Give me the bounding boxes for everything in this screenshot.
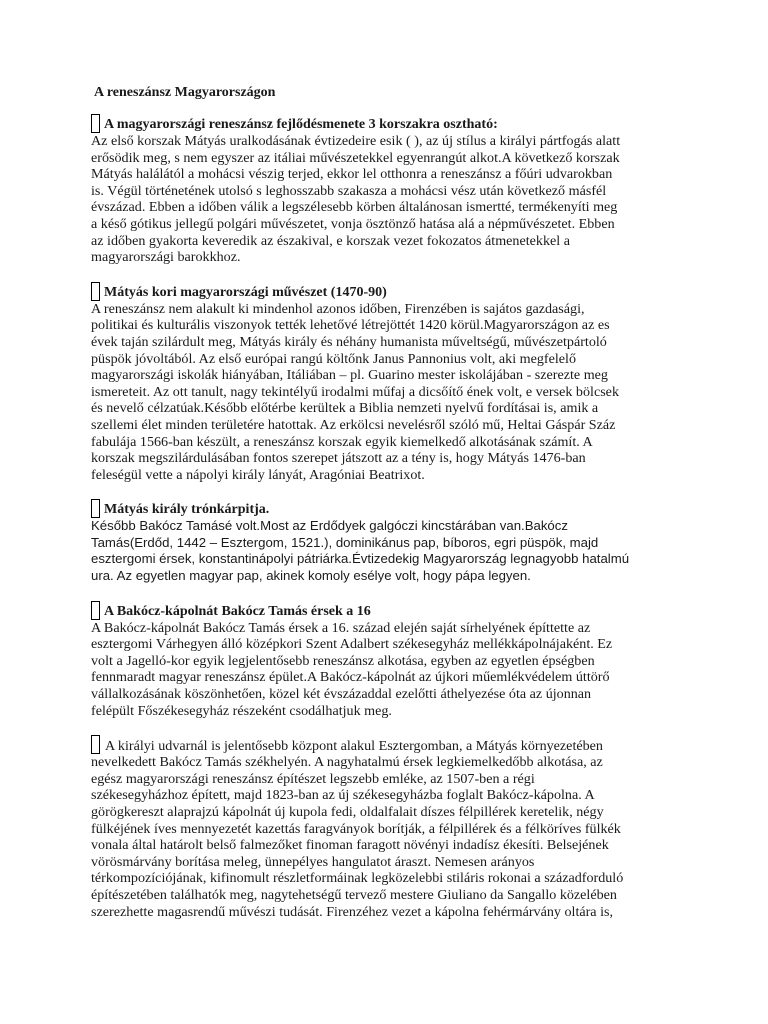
text-line: szerezhette magasrendű művészi tudását. Firenzéhez vezet a kápolna fehérmárvány oltára is, <box>91 903 614 920</box>
text-line: Az első korszak Mátyás uralkodásának évtizedeire esik ( ), az új stílus a királyi pártfogás alatt <box>91 133 621 149</box>
text-line: A reneszánsz nem alakult ki mindenhol azonos időben, Firenzében is sajátos gazdasági, <box>91 300 585 317</box>
text-line: püspök jóvoltából. Az első európai rangú költőnk Janus Pannonius volt, aki megfelelő <box>91 350 576 367</box>
document-page <box>91 84 691 936</box>
checkbox-placeholder-icon <box>91 601 100 620</box>
text-line: feleségül vette a nápolyi király lányát, Aragóniai Beatrixot. <box>91 466 425 483</box>
text-line: erősödik meg, s nem egyszer az itáliai művészetekkel egyenrangút alkot.A következő korszak <box>91 149 620 166</box>
text-line: magyarországi barokkhoz. <box>91 249 241 266</box>
section-heading-text: A magyarországi reneszánsz fejlődésmenete 3 korszakra osztható: <box>104 117 498 132</box>
section-heading <box>91 282 691 301</box>
text-line: az időben gyakorta keveredik az északival, e korszak vezet fokozatos átmenetekkel a <box>91 232 570 249</box>
text-line: Mátyás halálától a mohácsi vészig terjed, ekkor lel otthonra a reneszánsz a főúri udvarokban <box>91 166 613 183</box>
section-body <box>91 301 691 484</box>
text-line: a késő gótikus jellegű polgári művészetet, vonja ösztönző hatása alá a népművészetet. Ebben <box>91 215 615 232</box>
checkbox-placeholder-icon <box>91 499 100 518</box>
text-line: szellemi élet minden területére hatottak. Az erkölcsi nevelésről szóló mű, Heltai Gáspár Száz <box>91 416 616 433</box>
text-line: székesegyházhoz épített, majd 1823-ban az új székesegyházba foglalt Bakócz-kápolna. A <box>91 787 595 804</box>
text-line: esztergomi érsek, konstantinápolyi pátriárka.Évtizedekig Magyarország legnagyobb hatalmú <box>91 551 630 567</box>
section-bakocz-chapel <box>91 601 691 720</box>
text-line: évszázad. Ebben a időben válik a legszélesebb körben általánosan ismertté, termékenyíti meg <box>91 199 618 216</box>
section-body <box>91 133 691 266</box>
checkbox-placeholder-icon <box>91 282 100 301</box>
section-body <box>91 754 691 920</box>
text-line: és nevelő célzatúak.Később előtérbe kerültek a Biblia nemzeti nyelvű fordításai is, amik a <box>91 400 599 417</box>
text-line: A Bakócz-kápolnát Bakócz Tamás érsek a 16. század elején saját sírhelyének építtette az <box>91 619 591 636</box>
text-line: volt a Jagelló-kor egyik legjelentősebb reneszánsz alkotása, egyben az egyetlen épségben <box>91 652 595 669</box>
section-heading <box>91 499 691 518</box>
text-line: ismereteit. Az ott tanult, nagy tekintélyű irodalmi műfaj a dicsőítő ének volt, e versek bölcsek <box>91 383 619 400</box>
text-line: vonala által határolt belső falmezőket finoman faragott növényi indadísz ékesíti. Belsejének <box>91 837 609 854</box>
section-heading-text: Mátyás kori magyarországi művészet (1470-90) <box>104 284 387 300</box>
text-line: vállalkozásának köszönhetően, közel két évszázaddal ezelőtti áthelyezése óta az újonnan <box>91 686 592 703</box>
section-body <box>91 518 691 584</box>
text-line: építészetében találhatók meg, nagytehetségű tervező mestere Giuliano da Sangallo közelében <box>91 886 617 903</box>
section-periods <box>91 114 691 266</box>
text-line: A királyi udvarnál is jelentősebb központ alakul Esztergomban, a Mátyás környezetében <box>105 737 603 754</box>
text-line: egész magyarországi reneszánsz építészet legszebb emléke, az 1507-ben a régi <box>91 770 535 787</box>
checkbox-placeholder-icon <box>91 114 100 133</box>
text-line: görögkereszt alaprajzú kápolnát új kupola fedi, oldalfalait díszes félpillérek keretelik, négy <box>91 804 604 820</box>
text-line: nevelkedett Bakócz Tamás székhelyén. A nagyhatalmú érsek legkiemelkedőbb alkotása, az <box>91 754 603 771</box>
text-line: esztergomi Várhegyen álló középkori Szent Adalbert székesegyház mellékkápolnájaként. Ez <box>91 636 613 653</box>
section-body <box>91 620 691 720</box>
section-heading-text: Mátyás király trónkárpitja. <box>104 502 270 518</box>
section-throne-tapestry <box>91 499 691 584</box>
text-line: korszak megszilárdulásában fontos szerepet játszott az a tény is, hogy Mátyás 1476-ban <box>91 450 586 467</box>
section-esztergom-center <box>91 735 691 920</box>
text-line: fennmaradt magyar reneszánsz épület.A Bakócz-kápolnát az újkori műemlékvédelem úttörő <box>91 669 610 686</box>
text-line: fabulája 1566-ban készült, a reneszánsz korszak egyik kiemelkedő alkotásának számít. A <box>91 433 593 450</box>
section-heading <box>91 114 691 133</box>
text-line: Később Bakócz Tamásé volt.Most az Erdődyek galgóczi kincstárában van.Bakócz <box>91 518 568 534</box>
text-line: térkompozíciójának, kifinomult részletformáinak legközelebbi stiláris rokonai a századforduló <box>91 870 624 887</box>
text-line: fülkéjének íves mennyezetét kazettás faragványok borítják, a félpillérek és a félköríves fülkék <box>91 820 621 837</box>
text-line: magyarországi iskolák hiányában, Itáliában – pl. Guarino mester iskolájában - szerezte meg <box>91 367 608 384</box>
checkbox-placeholder-icon <box>91 735 100 754</box>
text-line: ura. Az egyetlen magyar pap, akinek komoly esélye volt, hogy pápa legyen. <box>91 568 531 584</box>
section-heading-text: A Bakócz-kápolnát Bakócz Tamás érsek a 16 <box>104 603 371 619</box>
section-matyas-art <box>91 282 691 484</box>
section-first-line <box>91 735 691 754</box>
text-line: politikai és kulturális viszonyok tették lehetővé létrejöttét 1420 körül.Magyarországon az es <box>91 317 610 334</box>
document-title: A reneszánsz Magyarországon <box>94 85 276 100</box>
text-line: évek taján szilárdult meg, Mátyás király és néhány humanista műveltségű, művészetpártoló <box>91 333 607 350</box>
section-heading <box>91 601 691 620</box>
text-line: is. Végül történetének utolsó s leghosszabb szakasza a mohácsi vész után következő másfél <box>91 182 607 199</box>
text-line: vörösmárvány borítása meleg, ünnepélyes hangulatot áraszt. Nemesen arányos <box>91 853 535 870</box>
text-line: Tamás(Erdőd, 1442 – Esztergom, 1521.), dominikánus pap, bíboros, egri püspök, majd <box>91 534 599 550</box>
text-line: felépült Főszékesegyház részeként csodálhatjuk meg. <box>91 702 392 719</box>
